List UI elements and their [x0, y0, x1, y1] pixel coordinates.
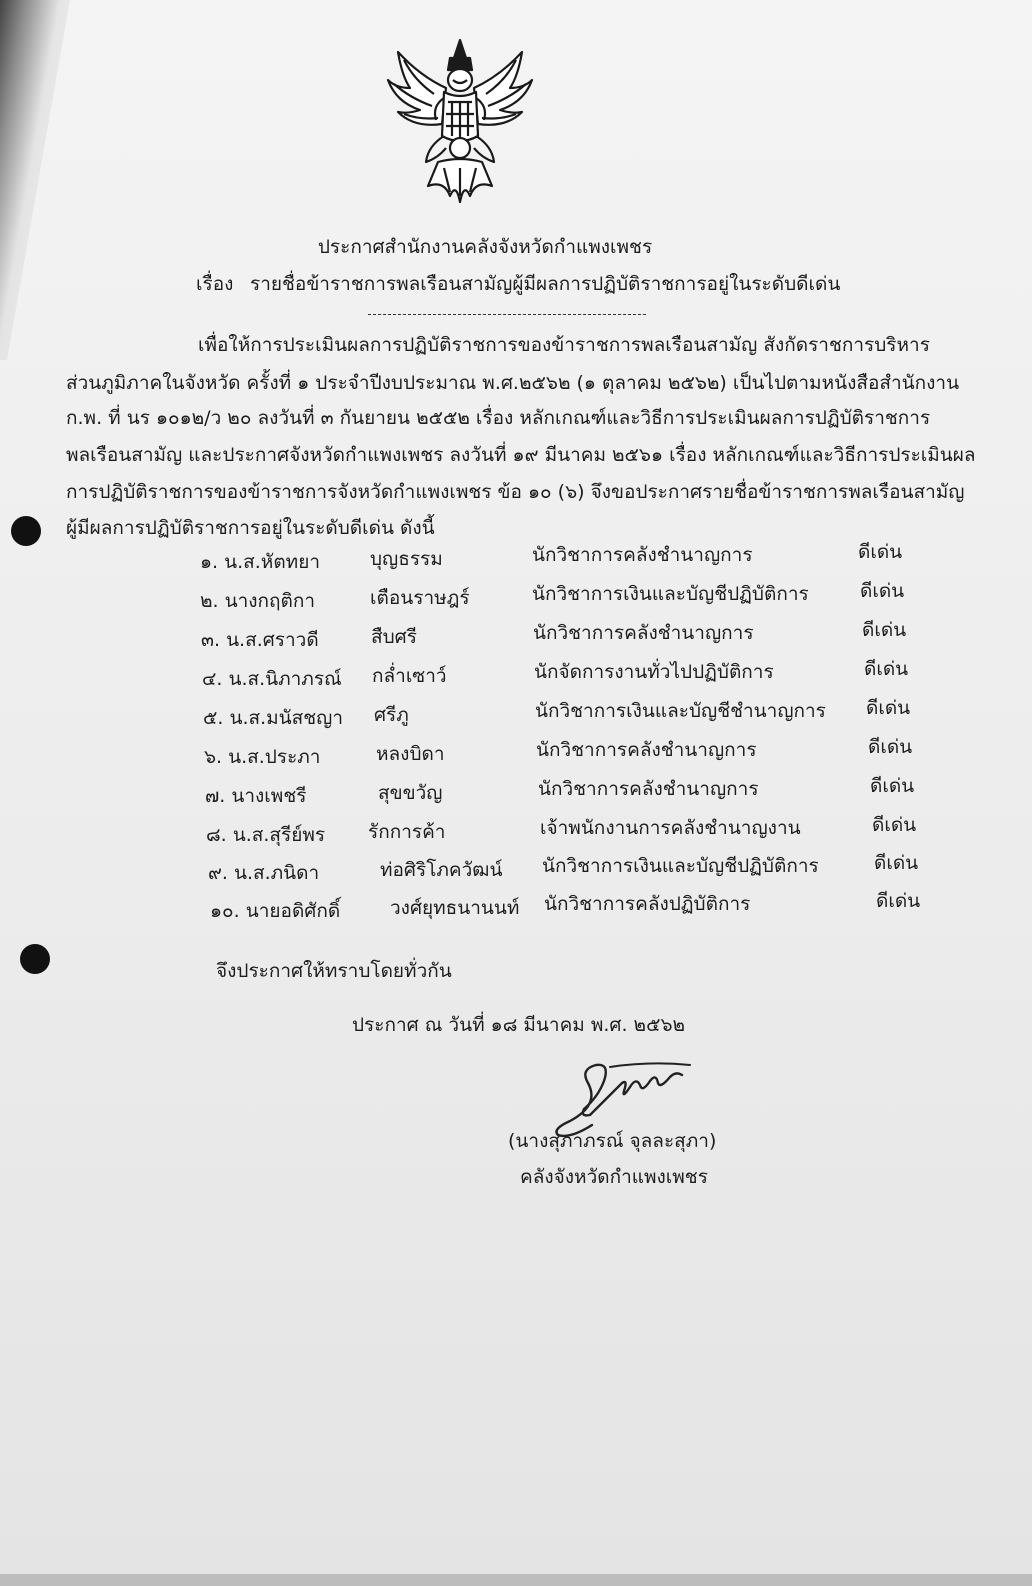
- given-name: ๑. น.ส.หัตทยา: [200, 551, 320, 573]
- rating: ดีเด่น: [864, 658, 909, 680]
- body-line: การปฏิบัติราชการของข้าราชการจังหวัดกำแพงเพชร ข้อ ๑๐ (๖) จึงขอประกาศรายชื่อข้าราชการพลเรือนสามัญ: [66, 481, 965, 503]
- surname: หลงบิดา: [376, 743, 445, 765]
- rating: ดีเด่น: [860, 580, 905, 602]
- given-name: ๕. น.ส.มนัสชญา: [203, 707, 343, 729]
- position: นักวิชาการคลังชำนาญการ: [532, 544, 753, 566]
- punch-hole: [20, 944, 50, 974]
- punch-hole: [11, 516, 41, 546]
- surname: ศรีภู: [374, 704, 409, 726]
- given-name: ๗. นางเพชรี: [205, 785, 307, 807]
- surname: สืบศรี: [371, 626, 417, 648]
- rating: ดีเด่น: [868, 736, 913, 758]
- page-bottom-edge: [0, 1574, 1032, 1586]
- surname: สุขขวัญ: [378, 782, 443, 804]
- page-fold-shadow: [0, 0, 70, 360]
- surname: กล่ำเซาว์: [372, 665, 447, 687]
- rating: ดีเด่น: [872, 814, 917, 836]
- announcement-date: ประกาศ ณ วันที่ ๑๘ มีนาคม พ.ศ. ๒๕๖๒: [352, 1014, 686, 1036]
- garuda-emblem-icon: [380, 36, 540, 206]
- position: นักวิชาการคลังปฏิบัติการ: [544, 893, 751, 915]
- given-name: ๙. น.ส.ภนิดา: [208, 862, 320, 884]
- signatory-name: (นางสุภาภรณ์ จุลละสุภา): [508, 1130, 717, 1152]
- divider: [368, 314, 646, 315]
- position: นักวิชาการเงินและบัญชีชำนาญการ: [535, 700, 826, 722]
- position: นักวิชาการเงินและบัญชีปฏิบัติการ: [532, 583, 809, 605]
- given-name: ๔. น.ส.นิภาภรณ์: [202, 668, 342, 690]
- subject-label: เรื่อง: [196, 273, 234, 295]
- surname: ท่อศิริโภควัฒน์: [380, 859, 503, 881]
- position: นักวิชาการเงินและบัญชีปฏิบัติการ: [542, 855, 819, 877]
- surname: วงศ์ยุทธนานนท์: [390, 897, 520, 919]
- body-line: เพื่อให้การประเมินผลการปฏิบัติราชการของข้าราชการพลเรือนสามัญ สังกัดราชการบริหาร: [198, 334, 930, 356]
- rating: ดีเด่น: [876, 890, 921, 912]
- handwritten-signature: [540, 1035, 700, 1145]
- body-line: พลเรือนสามัญ และประกาศจังหวัดกำแพงเพชร ลงวันที่ ๑๙ มีนาคม ๒๕๖๑ เรื่อง หลักเกณฑ์และวิธีการประเมินผล: [66, 444, 976, 466]
- rating: ดีเด่น: [858, 541, 903, 563]
- position: นักวิชาการคลังชำนาญการ: [536, 739, 757, 761]
- closing-statement: จึงประกาศให้ทราบโดยทั่วกัน: [216, 960, 452, 982]
- surname: รักการค้า: [368, 821, 446, 843]
- given-name: ๖. น.ส.ประภา: [204, 746, 321, 768]
- given-name: ๘. น.ส.สุรีย์พร: [206, 824, 326, 846]
- position: นักจัดการงานทั่วไปปฏิบัติการ: [534, 661, 774, 683]
- position: เจ้าพนักงานการคลังชำนาญงาน: [540, 817, 801, 839]
- body-line: ก.พ. ที่ นร ๑๐๑๒/ว ๒๐ ลงวันที่ ๓ กันยายน ๒๕๕๒ เรื่อง หลักเกณฑ์และวิธีการประเมินผลการปฏิบัติราชการ: [66, 407, 931, 429]
- signatory-title: คลังจังหวัดกำแพงเพชร: [520, 1166, 708, 1188]
- surname: บุญธรรม: [370, 548, 443, 570]
- body-line: ผู้มีผลการปฏิบัติราชการอยู่ในระดับดีเด่น ดังนี้: [66, 517, 435, 539]
- given-name: ๑๐. นายอดิศักดิ์: [210, 900, 341, 922]
- announcement-title: ประกาศสำนักงานคลังจังหวัดกำแพงเพชร: [317, 236, 653, 258]
- given-name: ๓. น.ส.ศราวดี: [201, 629, 319, 651]
- position: นักวิชาการคลังชำนาญการ: [533, 622, 754, 644]
- subject-text: รายชื่อข้าราชการพลเรือนสามัญผู้มีผลการปฏิบัติราชการอยู่ในระดับดีเด่น: [250, 273, 841, 295]
- surname: เตือนราษฎร์: [370, 587, 470, 609]
- given-name: ๒. นางกฤติกา: [200, 590, 316, 612]
- rating: ดีเด่น: [862, 619, 907, 641]
- position: นักวิชาการคลังชำนาญการ: [538, 778, 759, 800]
- rating: ดีเด่น: [874, 852, 919, 874]
- rating: ดีเด่น: [866, 697, 911, 719]
- rating: ดีเด่น: [870, 775, 915, 797]
- body-line: ส่วนภูมิภาคในจังหวัด ครั้งที่ ๑ ประจำปีงบประมาณ พ.ศ.๒๕๖๒ (๑ ตุลาคม ๒๕๖๒) เป็นไปตามหนังสือสำนักงาน: [66, 372, 960, 394]
